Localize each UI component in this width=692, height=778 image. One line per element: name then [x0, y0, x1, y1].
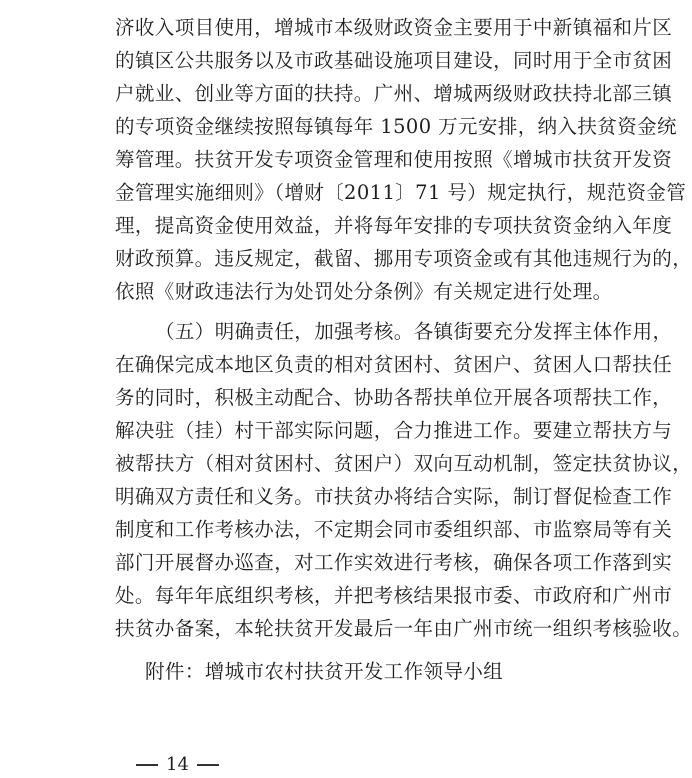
- paragraph-line: 部门开展督办巡查，对工作实效进行考核，确保各项工作落到实: [115, 551, 673, 574]
- attachment-line: 附件：增城市农村扶贫开发工作领导小组: [145, 660, 504, 683]
- page-number-dash-left: [136, 764, 158, 766]
- paragraph-line: 在确保完成本地区负责的相对贫困村、贫困户、贫困人口帮扶任: [115, 353, 673, 376]
- paragraph-line: 被帮扶方（相对贫困村、贫困户）双向互动机制，签定扶贫协议，: [115, 452, 692, 475]
- page-number-dash-right: [197, 764, 219, 766]
- paragraph-line: 筹管理。扶贫开发专项资金管理和使用按照《增城市扶贫开发资: [115, 148, 673, 171]
- paragraph-line: 制度和工作考核办法，不定期会同市委组织部、市监察局等有关: [115, 518, 673, 541]
- page-number: [128, 752, 227, 778]
- paragraph-line: 财政预算。违反规定，截留、挪用专项资金或有其他违规行为的，: [115, 247, 692, 270]
- page-number-value: 14: [166, 754, 189, 775]
- paragraph-line: 济收入项目使用，增城市本级财政资金主要用于中新镇福和片区: [115, 16, 673, 39]
- paragraph-line: 户就业、创业等方面的扶持。广州、增城两级财政扶持北部三镇: [115, 82, 673, 105]
- paragraph-line: 金管理实施细则》（增财〔2011〕71 号）规定执行，规范资金管: [115, 181, 687, 204]
- section-heading-line: （五）明确责任，加强考核。各镇街要充分发挥主体作用，: [155, 320, 673, 343]
- paragraph-line: 解决驻（挂）村干部实际问题，合力推进工作。要建立帮扶方与: [115, 419, 673, 442]
- paragraph-line: 依照《财政违法行为处罚处分条例》有关规定进行处理。: [115, 280, 613, 303]
- paragraph-line: 明确双方责任和义务。市扶贫办将结合实际，制订督促检查工作: [115, 485, 673, 508]
- paragraph-line: 务的同时，积极主动配合、协助各帮扶单位开展各项帮扶工作，: [115, 386, 673, 409]
- paragraph-line: 扶贫办备案，本轮扶贫开发最后一年由广州市统一组织考核验收。: [115, 617, 692, 640]
- paragraph-line: 理，提高资金使用效益，并将每年安排的专项扶贫资金纳入年度: [115, 214, 673, 237]
- paragraph-line: 的专项资金继续按照每镇每年 1500 万元安排，纳入扶贫资金统: [115, 115, 677, 138]
- paragraph-line: 的镇区公共服务以及市政基础设施项目建设，同时用于全市贫困: [115, 49, 673, 72]
- paragraph-line: 处。每年年底组织考核，并把考核结果报市委、市政府和广州市: [115, 584, 673, 607]
